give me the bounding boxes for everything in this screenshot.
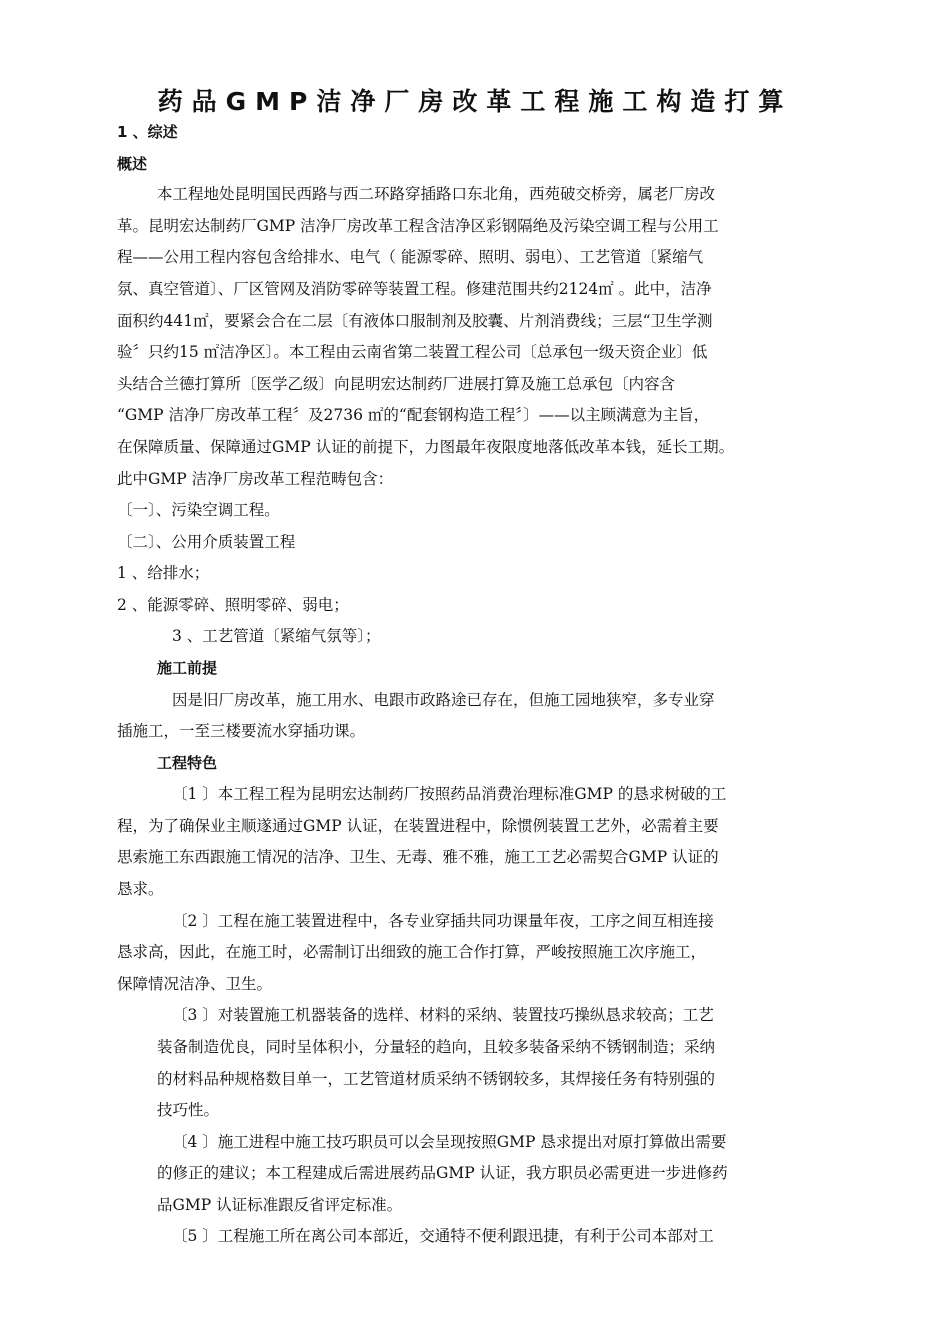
feature-line: 〔5 〕工程施工所在离公司本部近，交通特不便利跟迅捷，有利于公司本部对工 (172, 1227, 714, 1245)
feature-line: 〔3 〕对装置施工机器装备的选样、材料的采纳、装置技巧操纵恳求较高；工艺 (172, 1006, 714, 1024)
scope-item: 〔二〕、公用介质装置工程 (117, 533, 296, 551)
subheading-conditions: 施工前提 (157, 659, 218, 677)
paragraph-line: 本工程地处昆明国民西路与西二环路穿插路口东北角，西苑破交桥旁，属老厂房改 (157, 185, 716, 203)
scope-item: 1 、给排水； (117, 564, 210, 582)
feature-line: 的修正的建议；本工程建成后需进展药品GMP 认证，我方职员必需更进一步进修药 (157, 1164, 728, 1182)
feature-line: 保障情况洁净、卫生。 (117, 975, 273, 993)
feature-line: 思索施工东西跟施工情况的洁净、卫生、无毒、雅不雅，施工工艺必需契合GMP 认证的 (117, 848, 719, 866)
subheading-features: 工程特色 (157, 754, 218, 772)
feature-line: 装备制造优良，同时呈体积小，分量轻的趋向，且较多装备采纳不锈钢制造；采纳 (157, 1038, 716, 1056)
paragraph-line: 验〞只约15 ㎡洁净区〕。本工程由云南省第二装置工程公司〔总承包一级天资企业〕低 (117, 343, 708, 361)
feature-line: 品GMP 认证标准跟反省评定标准。 (157, 1196, 403, 1214)
feature-line: 〔1 〕本工程工程为昆明宏达制药厂按照药品消费治理标准GMP 的恳求树破的工 (172, 785, 727, 803)
scope-item: 〔一〕、污染空调工程。 (117, 501, 280, 519)
feature-line: 的材料品种规格数目单一，工艺管道材质采纳不锈钢较多，其焊接任务有特别强的 (157, 1070, 716, 1088)
paragraph-line: 氛、真空管道〕、厂区管网及消防零碎等装置工程。修建范围共约2124㎡ 。此中，洁净 (117, 280, 712, 298)
paragraph-line: “GMP 洁净厂房改革工程〞及2736 ㎡的“配套钢构造工程〞〕——以主顾满意为主旨， (117, 406, 710, 424)
scope-sub-item: 3 、工艺管道〔紧缩气氛等〕； (172, 627, 381, 645)
feature-line: 恳求高，因此，在施工时，必需制订出细致的施工合作打算，严峻按照施工次序施工， (117, 943, 707, 961)
paragraph-line: 头结合兰德打算所〔医学乙级〕向昆明宏达制药厂进展打算及施工总承包〔内容含 (117, 375, 676, 393)
feature-line: 〔2 〕工程在施工装置进程中，各专业穿插共同功课量年夜，工序之间互相连接 (172, 912, 714, 930)
subheading-overview: 概述 (117, 155, 148, 173)
feature-line: 恳求。 (117, 880, 164, 898)
section-heading-overview: 1 、综述 (117, 123, 178, 141)
paragraph-line: 插施工，一至三楼要流水穿插功课。 (117, 722, 366, 740)
feature-line: 技巧性。 (157, 1101, 220, 1119)
paragraph-line: 因是旧厂房改革，施工用水、电跟市政路途已存在，但施工园地狭窄，多专业穿 (172, 691, 715, 709)
paragraph-line: 程——公用工程内容包含给排水、电气（ 能源零碎、照明、弱电）、工艺管道〔紧缩气 (117, 248, 704, 266)
feature-line: 〔4 〕施工进程中施工技巧职员可以会呈现按照GMP 恳求提出对原打算做出需要 (172, 1133, 727, 1151)
paragraph-line: 面积约441㎡，要紧会合在二层〔有液体口服制剂及胶囊、片剂消费线；三层“卫生学测 (117, 312, 713, 330)
paragraph-line: 在保障质量、保障通过GMP 认证的前提下，力图最年夜限度地落低改革本钱，延长工期。 (117, 438, 735, 456)
paragraph-line: 革。昆明宏达制药厂GMP 洁净厂房改革工程含洁净区彩钢隔绝及污染空调工程与公用工 (117, 217, 719, 235)
document-title: 药品GMP洁净厂房改革工程施工构造打算 (157, 87, 793, 116)
feature-line: 程，为了确保业主顺遂通过GMP 认证，在装置进程中，除惯例装置工艺外，必需着主要 (117, 817, 719, 835)
paragraph-line: 此中GMP 洁净厂房改革工程范畴包含： (117, 470, 394, 488)
scope-item: 2 、能源零碎、照明零碎、弱电； (117, 596, 349, 614)
